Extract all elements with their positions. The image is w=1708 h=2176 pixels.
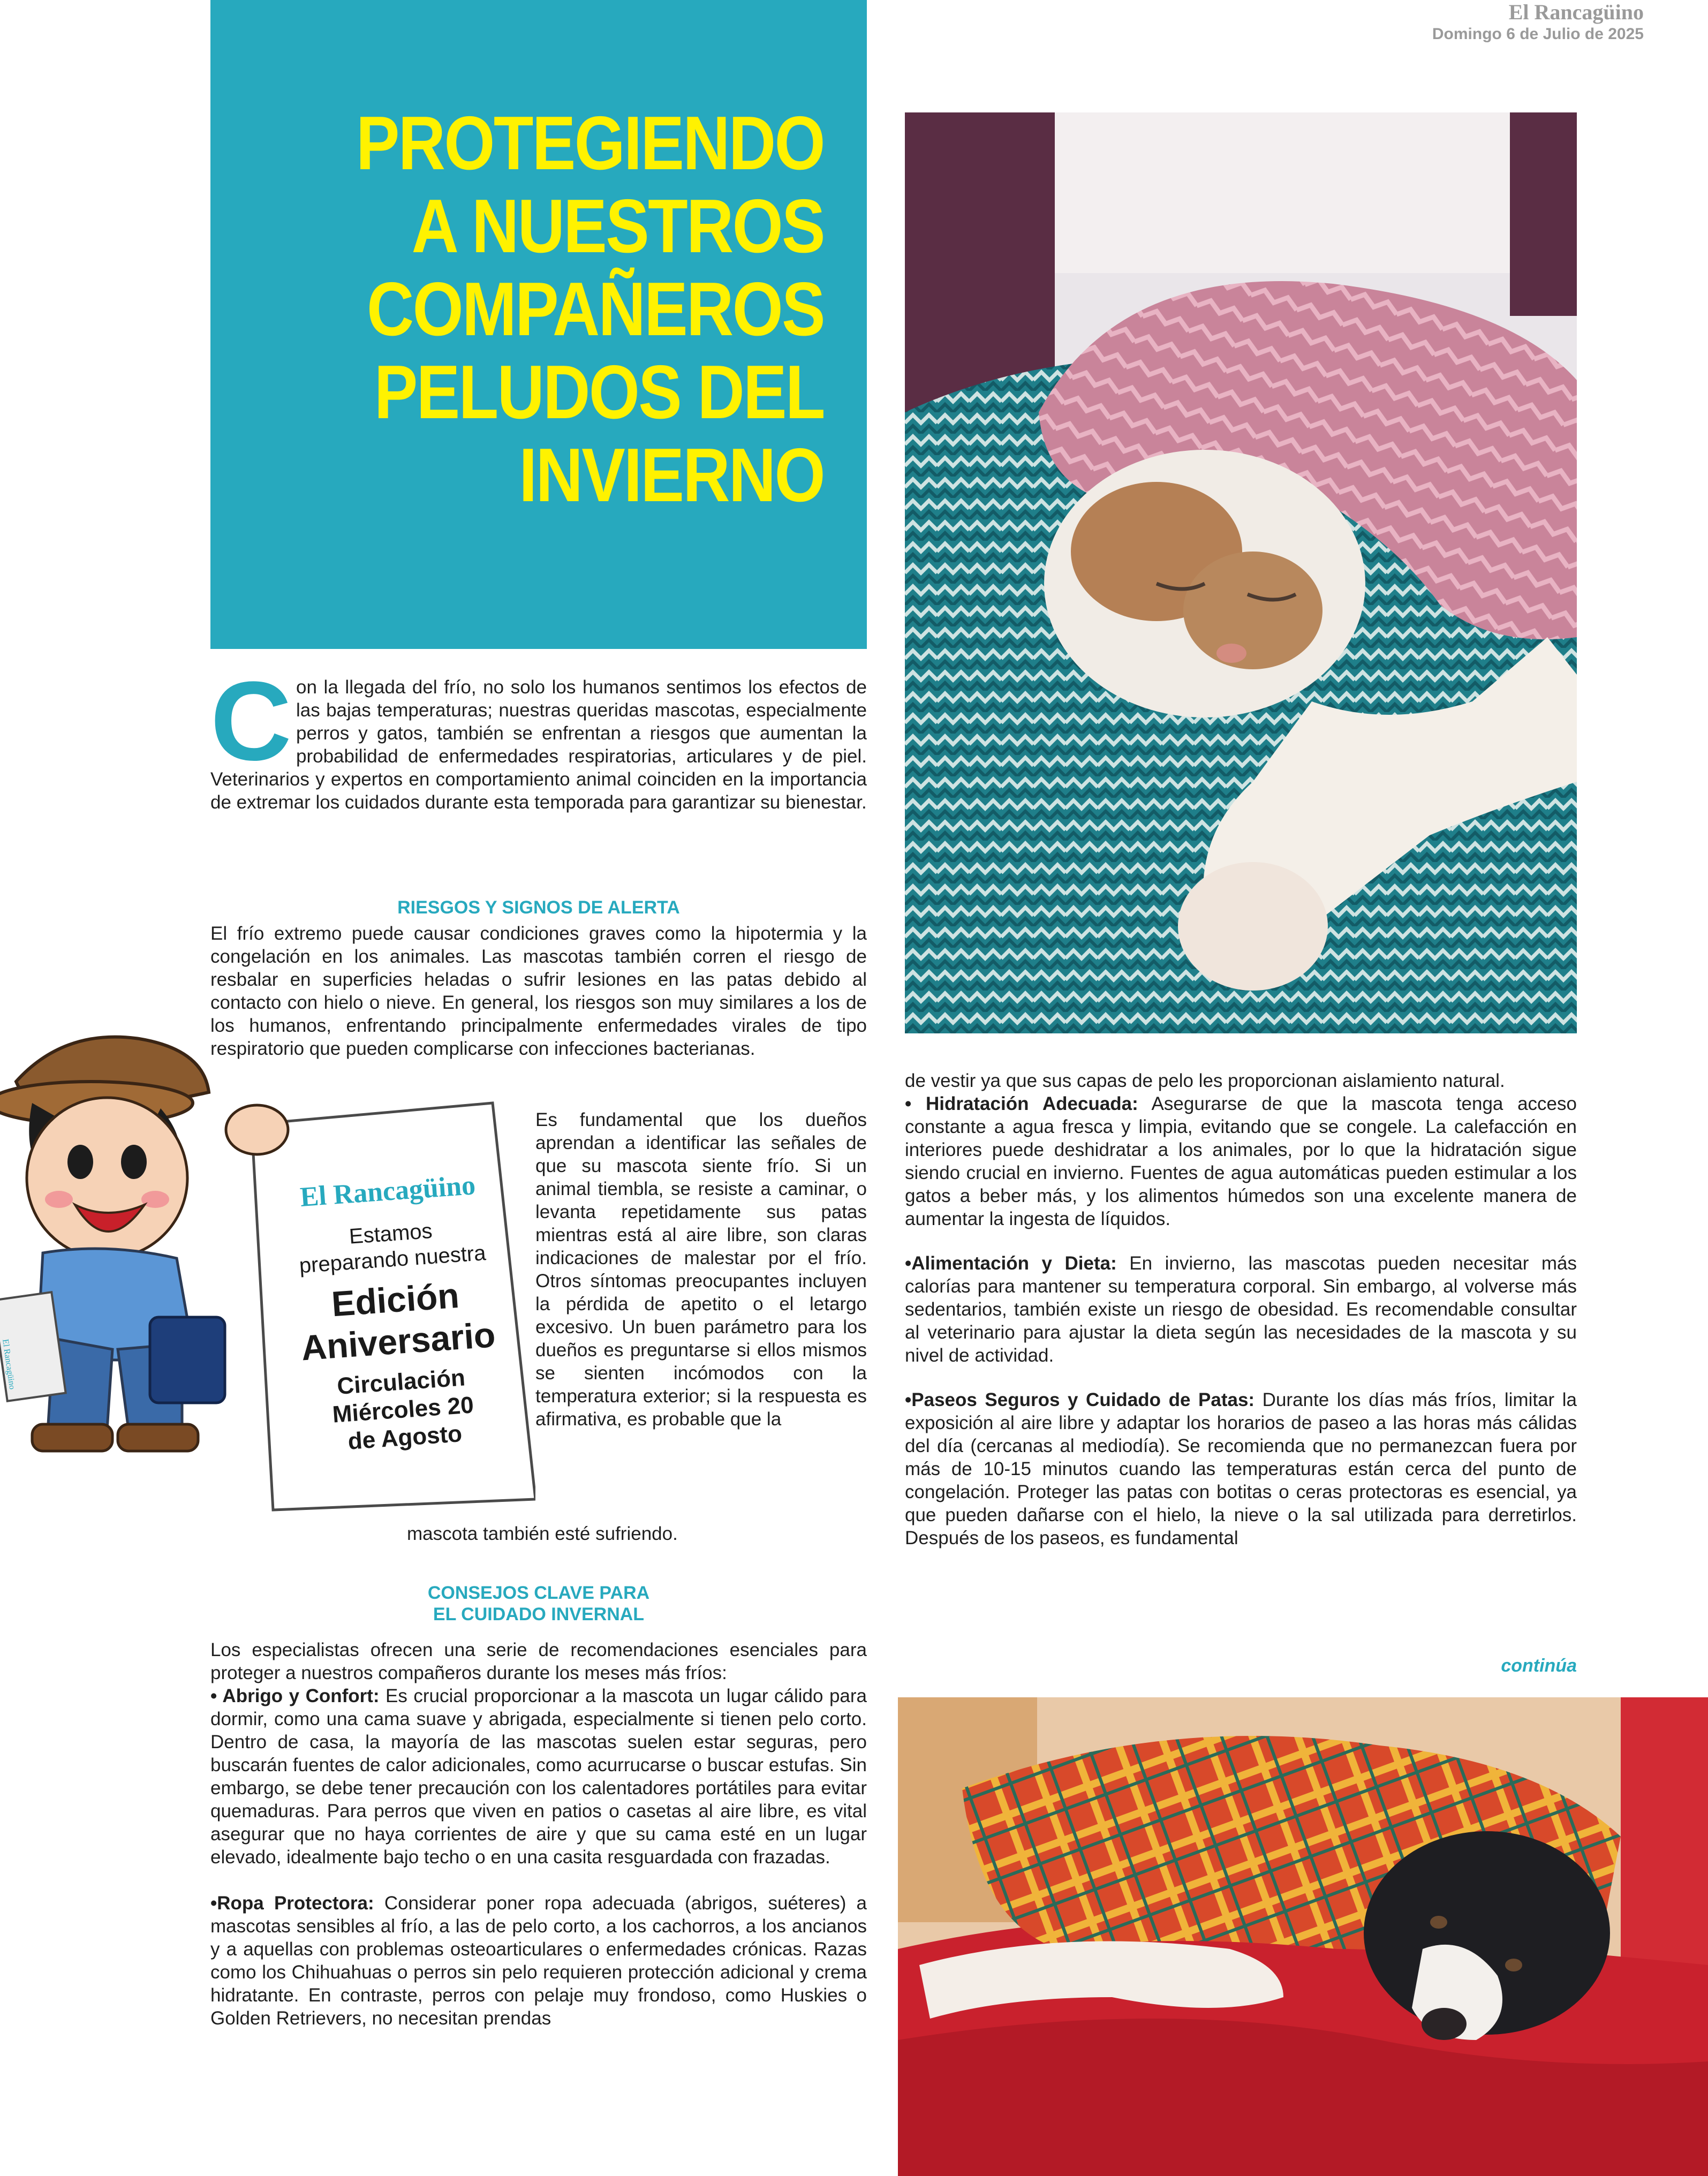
promo-paper-name: El Rancagüino [299, 1170, 477, 1213]
headline [318, 102, 824, 517]
intro-section [210, 658, 867, 814]
right-column [905, 1069, 1577, 1571]
title-block [210, 0, 867, 649]
abrigo-lead: • Abrigo y Confort: [210, 1686, 380, 1706]
ropa-paragraph [210, 1892, 867, 2030]
alimentacion-paragraph [905, 1252, 1577, 1367]
promo-line: Miércoles 20 [331, 1392, 475, 1428]
ropa-text: Considerar poner ropa adecuada (abrigos, suéteres) a mascotas sensibles al frío, a las de pelo corto, a los cachorros, a los ancianos y a aquellas con problemas osteoarticulares o enfermedades crónicas. Razas como los Chihuahuas o perros sin pelo requieren protección adicional y crema hidratante. En contraste, perros con pelaje muy frondoso, como Huskies o Golden Retrievers, no necesitan prendas [210, 1893, 867, 2029]
headline-line: COMPAÑEROS [367, 267, 824, 352]
continua-link[interactable]: continúa [1501, 1656, 1577, 1676]
promo-line: Estamos [348, 1219, 433, 1249]
masthead [1432, 0, 1644, 44]
paseos-lead: •Paseos Seguros y Cuidado de Patas: [905, 1389, 1255, 1410]
drop-cap: C [210, 658, 292, 784]
paseos-paragraph [905, 1388, 1577, 1550]
intro-paragraph: on la llegada del frío, no solo los humanos sentimos los efectos de las bajas temperaturas; nuestras queridas mascotas, especialmente perros y gatos, también se enfrentan a riesgos que aumentan la probabilidad de enfermedades respiratorias, articulares y de piel. Veterinarios y expertos en comportamiento animal coinciden en la importancia de extremar los cuidados durante esta temporada para garantizar su bienestar. [210, 677, 867, 813]
hidratacion-paragraph [905, 1092, 1577, 1230]
alimentacion-lead: •Alimentación y Dieta: [905, 1253, 1117, 1274]
consejos-intro: Los especialistas ofrecen una serie de recomendaciones esenciales para proteger a nuestros compañeros durante los meses más fríos: [210, 1639, 867, 1683]
headline-line: PROTEGIENDO [356, 101, 824, 186]
masthead-paper-name: El Rancagüino [1508, 0, 1644, 24]
ropa-continuation: de vestir ya que sus capas de pelo les proporcionan aislamiento natural. [905, 1070, 1505, 1091]
riesgos-paragraph-1-text: El frío extremo puede causar condiciones graves como la hipotermia y la congelación en los animales. Las mascotas también corren el riesgo de resbalar en superficies heladas o sufrir lesiones en las patas debido al contacto con hielo o nieve. En general, los riesgos son muy similares a los de los humanos, enfrentando principalmente enfermedades virales de tipo respiratorio que pueden complicarse con infecciones bacterianas. [210, 923, 867, 1059]
consejos-body [210, 1638, 867, 2030]
ropa-lead: •Ropa Protectora: [210, 1893, 374, 1914]
masthead-date: Domingo 6 de Julio de 2025 [1432, 25, 1644, 43]
promo-big-line: Edición [330, 1275, 460, 1324]
section-heading-consejos [210, 1582, 867, 1625]
dog-photo [898, 1697, 1708, 2176]
riesgos-paragraph-2-tail: mascota también esté sufriendo. [407, 1523, 678, 1544]
section-heading-line: EL CUIDADO INVERNAL [433, 1604, 645, 1625]
section-heading-riesgos: RIESGOS Y SIGNOS DE ALERTA [397, 897, 680, 918]
promo-line: de Agosto [347, 1421, 463, 1455]
promo-big-line: Aniversario [300, 1314, 497, 1368]
hidratacion-lead: • Hidratación Adecuada: [905, 1093, 1138, 1114]
headline-line: PELUDOS DEL [374, 350, 824, 435]
hidratacion-text: Asegurarse de que la mascota tenga acceso constante a agua fresca y limpia, evitando que se congele. La calefacción en interiores puede deshidratar a los animales, por lo que la hidratación sigue siendo crucial en invierno. Fuentes de agua automáticas pueden estimular a los gatos a beber más, y los alimentos húmedos son una excelente manera de aumentar la ingesta de líquidos. [905, 1093, 1577, 1229]
promo-small-paper-name: El Rancagüino [1, 1339, 17, 1391]
cat-photo [905, 112, 1577, 1033]
headline-line: INVIERNO [519, 433, 824, 518]
alimentacion-text: En invierno, las mascotas pueden necesitar más calorías para mantener su temperatura corporal. Sin embargo, al volverse más sedentarios, también existe un riesgo de obesidad. Es recomendable consultar al veterinario para ajustar la dieta según las necesidades de la mascota y su nivel de actividad. [905, 1253, 1577, 1366]
paseos-text: Durante los días más fríos, limitar la exposición al aire libre y adaptar los horarios de paseo a las horas más cálidas del día (cercanas al mediodía). Se recomienda que no permanezcan fuera por más de 10-15 minutos cuando las temperaturas están cerca del punto de congelación. Proteger las patas con botitas o ceras protectoras es esencial, ya que pueden dañarse con el hielo, la nieve o la sal utilizada para derretirlos. Después de los paseos, es fundamental [905, 1389, 1577, 1548]
headline-line: A NUESTROS [411, 184, 824, 269]
section-heading-line: CONSEJOS CLAVE PARA [427, 1583, 650, 1603]
anniversary-promo [0, 1017, 535, 1526]
abrigo-paragraph [210, 1684, 867, 1869]
riesgos-paragraph-2: Es fundamental que los dueños aprendan a identificar las señales de que su mascota siente frío. Si un animal tiembla, se resiste a caminar, o levanta repetidamente sus patas mientras está al aire libre, son claras indicaciones de malestar por el frío. Otros síntomas preocupantes incluyen la pérdida de apetito o el letargo excesivo. Un buen parámetro para los dueños es preguntarse si ellos mismos se sienten incómodos con la temperatura exterior; si la respuesta es afirmativa, es probable que la [535, 1109, 867, 1430]
abrigo-text: Es crucial proporcionar a la mascota un lugar cálido para dormir, como una cama suave y abrigada, especialmente si tienen pelo corto. Dentro de casa, la mayoría de las mascotas suelen estar seguras, pero buscarán fuentes de calor adicionales, como acurrucarse o buscar estufas. Sin embargo, se debe tener precaución con los calentadores portátiles para evitar quemaduras. Para perros que viven en patios o casetas al aire libre, es vital asegurar que no haya corrientes de aire y que su cama esté en un lugar elevado, idealmente bajo techo o en una casita resguardada con frazadas. [210, 1686, 867, 1868]
promo-line: Circulación [336, 1364, 466, 1400]
promo-text-block [263, 1165, 528, 1461]
promo-line: preparando nuestra [298, 1241, 487, 1278]
